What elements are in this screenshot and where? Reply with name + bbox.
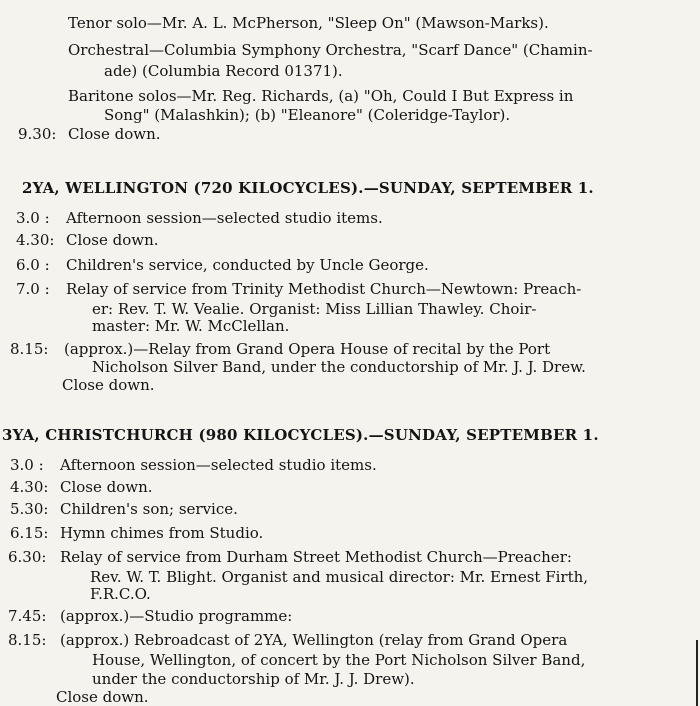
- christchurch-time-3: 5.30:: [10, 500, 49, 518]
- christchurch-entry-7-line-1: (approx.) Rebroadcast of 2YA, Wellington (relay from Grand Opera: [60, 631, 568, 649]
- christchurch-time-7: 8.15:: [8, 631, 47, 649]
- wellington-time-2: 4.30:: [16, 231, 55, 249]
- christchurch-entry-7-line-2: House, Wellington, of concert by the Port Nicholson Silver Band,: [92, 651, 586, 669]
- christchurch-entry-3: Children's son; service.: [60, 500, 238, 518]
- christchurch-time-1: 3.0 :: [10, 456, 44, 474]
- wellington-entry-4-line-3: master: Mr. W. McClellan.: [92, 317, 290, 335]
- tenor-solo-line: Tenor solo—Mr. A. L. McPherson, "Sleep On" (Mawson-Marks).: [68, 14, 549, 32]
- christchurch-entry-7-line-3: under the conductorship of Mr. J. J. Drew).: [92, 670, 415, 688]
- christchurch-time-5: 6.30:: [8, 548, 47, 566]
- wellington-time-4: 7.0 :: [16, 280, 50, 298]
- christchurch-entry-2: Close down.: [60, 478, 153, 496]
- wellington-entry-3: Children's service, conducted by Uncle George.: [66, 256, 429, 274]
- orchestral-line-2: ade) (Columbia Record 01371).: [104, 62, 343, 80]
- christchurch-close-down: Close down.: [56, 688, 149, 706]
- wellington-close-down: Close down.: [62, 376, 155, 394]
- christchurch-heading: 3YA, CHRISTCHURCH (980 KILOCYCLES).—SUNDAY, SEPTEMBER 1.: [2, 426, 599, 444]
- wellington-time-3: 6.0 :: [16, 256, 50, 274]
- christchurch-time-6: 7.45:: [8, 607, 47, 625]
- wellington-entry-4-line-1: Relay of service from Trinity Methodist Church—Newtown: Preach-: [66, 280, 582, 298]
- column-rule: [696, 640, 698, 706]
- baritone-line-1: Baritone solos—Mr. Reg. Richards, (a) "Oh, Could I But Express in: [68, 87, 574, 105]
- christchurch-entry-4: Hymn chimes from Studio.: [60, 524, 264, 542]
- christchurch-time-2: 4.30:: [10, 478, 49, 496]
- wellington-time-1: 3.0 :: [16, 209, 50, 227]
- christchurch-entry-1: Afternoon session—selected studio items.: [60, 456, 377, 474]
- christchurch-entry-6: (approx.)—Studio programme:: [60, 607, 293, 625]
- wellington-heading: 2YA, WELLINGTON (720 KILOCYCLES).—SUNDAY, SEPTEMBER 1.: [22, 179, 594, 197]
- christchurch-time-4: 6.15:: [10, 524, 49, 542]
- wellington-entry-5-line-1: (approx.)—Relay from Grand Opera House of recital by the Port: [64, 340, 551, 358]
- close-time: 9.30:: [18, 125, 57, 143]
- wellington-entry-2: Close down.: [66, 231, 159, 249]
- orchestral-line-1: Orchestral—Columbia Symphony Orchestra, "Scarf Dance" (Chamin-: [68, 41, 593, 59]
- baritone-line-2: Song" (Malashkin); (b) "Eleanore" (Coleridge-Taylor).: [104, 106, 511, 124]
- christchurch-entry-5-line-2: Rev. W. T. Blight. Organist and musical director: Mr. Ernest Firth,: [90, 568, 589, 586]
- wellington-entry-4-line-2: er: Rev. T. W. Vealie. Organist: Miss Lillian Thawley. Choir-: [92, 300, 537, 318]
- wellington-time-5: 8.15:: [10, 340, 49, 358]
- wellington-entry-5-line-2: Nicholson Silver Band, under the conductorship of Mr. J. J. Drew.: [92, 358, 586, 376]
- wellington-entry-1: Afternoon session—selected studio items.: [66, 209, 383, 227]
- close-down-text: Close down.: [68, 125, 161, 143]
- christchurch-entry-5-line-1: Relay of service from Durham Street Methodist Church—Preacher:: [60, 548, 572, 566]
- christchurch-entry-5-line-3: F.R.C.O.: [90, 585, 151, 603]
